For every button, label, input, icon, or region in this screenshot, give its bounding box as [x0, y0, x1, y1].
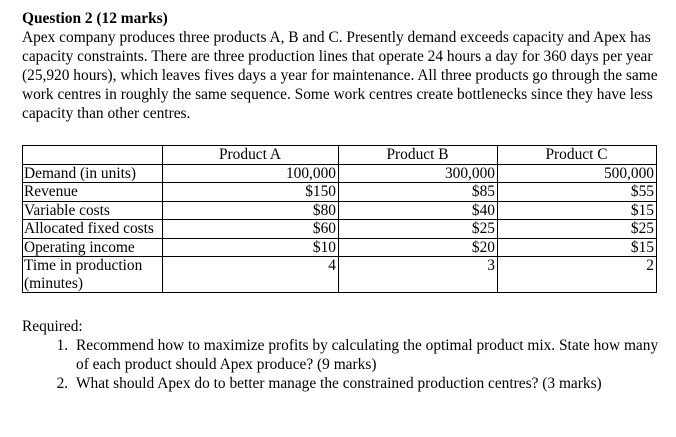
cell-product-a: 100,000 — [163, 164, 339, 183]
cell-product-c: 2 — [498, 257, 657, 293]
cell-product-b: $85 — [339, 183, 498, 202]
table-row — [23, 220, 657, 239]
list-item: 1. Recommend how to maximize profits by calculating the optimal product mix. State how many of each product should Apex produce? (9 marks) — [72, 336, 662, 374]
cell-product-a: 4 — [163, 257, 339, 293]
header-product-c: Product C — [498, 146, 657, 165]
table-row — [23, 164, 657, 183]
question-block — [22, 9, 662, 123]
cell-product-c: $25 — [498, 220, 657, 239]
cell-product-b: $25 — [339, 220, 498, 239]
header-cell-empty — [23, 146, 163, 165]
question-title: Question 2 (12 marks) — [22, 10, 168, 27]
row-label: Variable costs — [23, 201, 163, 220]
row-label: Operating income — [23, 238, 163, 257]
required-list — [22, 336, 662, 393]
cell-product-a: $80 — [163, 201, 339, 220]
cell-product-b: 300,000 — [339, 164, 498, 183]
list-item: 2. What should Apex do to better manage the constrained production centres? (3 marks) — [72, 374, 662, 393]
row-label: Time in production (minutes) — [23, 257, 163, 293]
row-label: Allocated fixed costs — [23, 220, 163, 239]
header-product-a: Product A — [163, 146, 339, 165]
table-row — [23, 238, 657, 257]
cell-product-c: 500,000 — [498, 164, 657, 183]
cell-product-a: $60 — [163, 220, 339, 239]
cell-product-c: $15 — [498, 238, 657, 257]
row-label: Demand (in units) — [23, 164, 163, 183]
required-section — [22, 317, 662, 393]
cell-product-b: $40 — [339, 201, 498, 220]
row-label: Revenue — [23, 183, 163, 202]
product-table — [22, 145, 657, 293]
question-intro: Apex company produces three products A, B and C. Presently demand exceeds capacity and Apex has capacity constraints. There are three production lines that operate 24 hours a day for 360 days per year (25,920 hours), which leaves fives days a year for maintenance. All three products go through the same work centres in roughly the same sequence. Some work centres create bottlenecks since they have less capacity than other centres. — [22, 29, 658, 122]
cell-product-b: $20 — [339, 238, 498, 257]
cell-product-a: $150 — [163, 183, 339, 202]
table-header-row — [23, 146, 657, 165]
table-row — [23, 257, 657, 293]
table-row — [23, 201, 657, 220]
required-heading: Required: — [22, 318, 83, 335]
table-row — [23, 183, 657, 202]
cell-product-a: $10 — [163, 238, 339, 257]
cell-product-c: $55 — [498, 183, 657, 202]
cell-product-c: $15 — [498, 201, 657, 220]
cell-product-b: 3 — [339, 257, 498, 293]
header-product-b: Product B — [339, 146, 498, 165]
